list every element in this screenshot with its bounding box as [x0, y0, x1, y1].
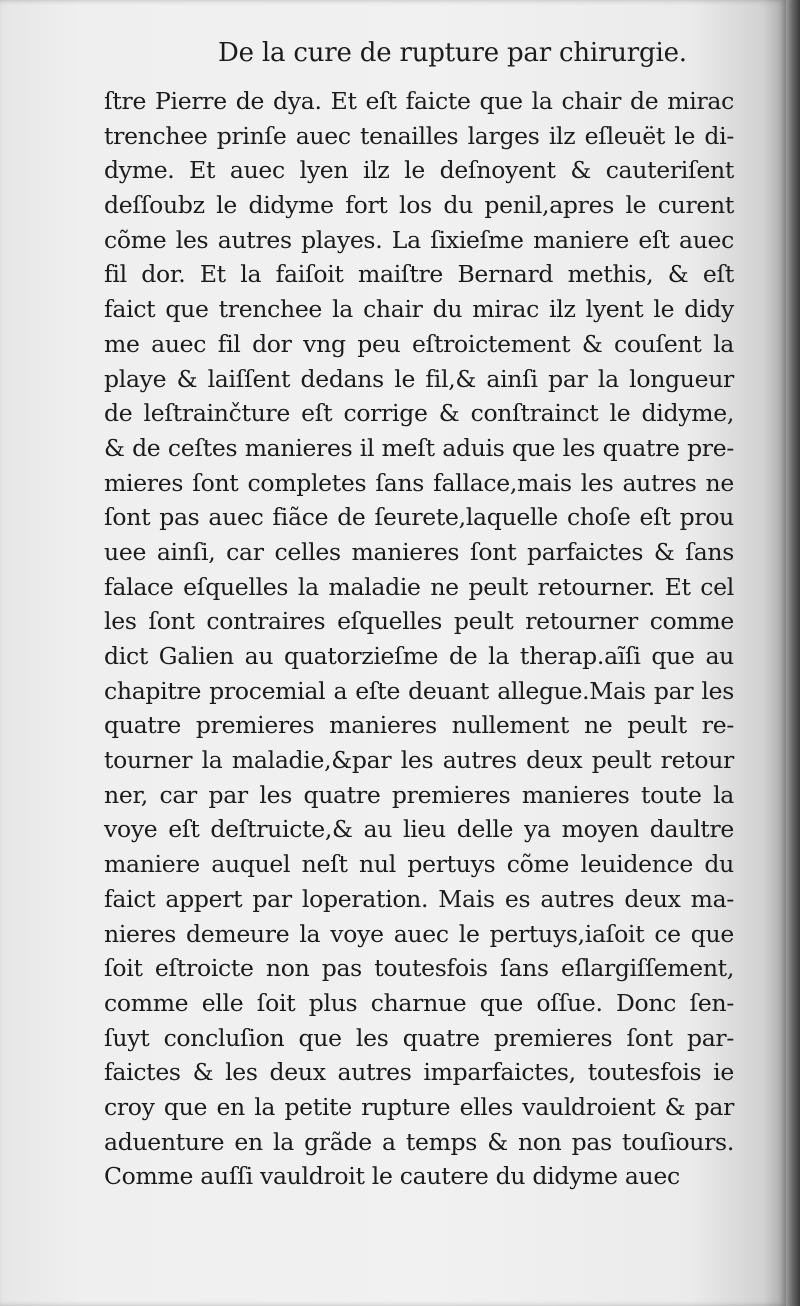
text-line: me auec fil dor vng peu eſtroictement & couſent la — [104, 329, 734, 358]
text-line: nieres demeure la voye auec le pertuys,iaſoit ce que — [104, 919, 734, 948]
text-line: de leſtrainčture eſt corrige & conſtrainct le didyme, — [104, 399, 734, 428]
text-line: uee ainſi, car celles manieres ſont parfaictes & ſans — [104, 537, 734, 566]
text-line: falace eſquelles la maladie ne peult retourner. Et cel — [104, 572, 734, 601]
text-line: cõme les autres playes. La ſixieſme maniere eſt auec — [104, 225, 734, 254]
text-line: maniere auquel neſt nul pertuys cõme leuidence du — [104, 850, 734, 879]
text-line: faict appert par loperation. Mais es autres deux ma- — [104, 884, 734, 913]
text-line: dyme. Et auec lyen ilz le deſnoyent & cauteriſent — [104, 156, 734, 185]
text-line: fil dor. Et la faiſoit maiſtre Bernard methis, & eſt — [104, 260, 734, 289]
text-line: aduenture en la grãde a temps & non pas touſiours. — [104, 1127, 734, 1156]
text-line: playe & laiſſent dedans le fil,& ainſi par la longueur — [104, 364, 734, 393]
text-line: dict Galien au quatorzieſme de la therap.aĩſi que au — [104, 642, 734, 670]
text-line: ner, car par les quatre premieres manieres toute la — [104, 780, 734, 809]
text-line: comme elle ſoit plus charnue que oſſue. Donc ſen- — [104, 988, 734, 1017]
page-edge-shadow — [786, 0, 800, 1306]
text-line: tourner la maladie,&par les autres deux peult retour — [104, 746, 734, 775]
text-line: Comme auſſi vauldroit le cautere du didyme auec — [104, 1162, 680, 1191]
text-line: ſoit eſtroicte non pas toutesfois ſans eſlargiſſement, — [104, 954, 734, 983]
text-line: ſtre Pierre de dya. Et eſt faicte que la chair de mirac — [104, 87, 734, 115]
text-line: trenchee prinſe auec tenailles larges ilz eſleuët le di- — [104, 121, 734, 150]
text-line: chapitre procemial a eſte deuant allegue.Mais par les — [104, 676, 734, 705]
text-line: faict que trenchee la chair du mirac ilz lyent le didy — [104, 295, 734, 324]
text-line: ſuyt concluſion que les quatre premieres ſont par- — [104, 1023, 734, 1052]
text-line: ſont pas auec fiãce de ſeurete,laquelle choſe eſt prou — [104, 503, 734, 532]
text-line: deſſoubz le didyme fort los du penil,apres le curent — [104, 191, 734, 220]
text-line: voye eſt deſtruicte,& au lieu delle ya moyen daultre — [104, 815, 734, 844]
text-line: les ſont contraires eſquelles peult retourner comme — [104, 607, 734, 636]
text-line: croy que en la petite rupture elles vauldroient & par — [104, 1092, 734, 1121]
text-line: faictes & les deux autres imparfaictes, toutesfois ie — [104, 1058, 734, 1087]
body-text — [104, 84, 734, 1194]
text-line: quatre premieres manieres nullement ne peult re- — [104, 711, 734, 740]
text-line: & de ceſtes manieres il meſt aduis que les quatre pre- — [104, 433, 734, 462]
running-header: De la cure de rupture par chirurgie. — [218, 38, 687, 68]
text-line: mieres ſont completes ſans fallace,mais les autres ne — [104, 468, 734, 497]
